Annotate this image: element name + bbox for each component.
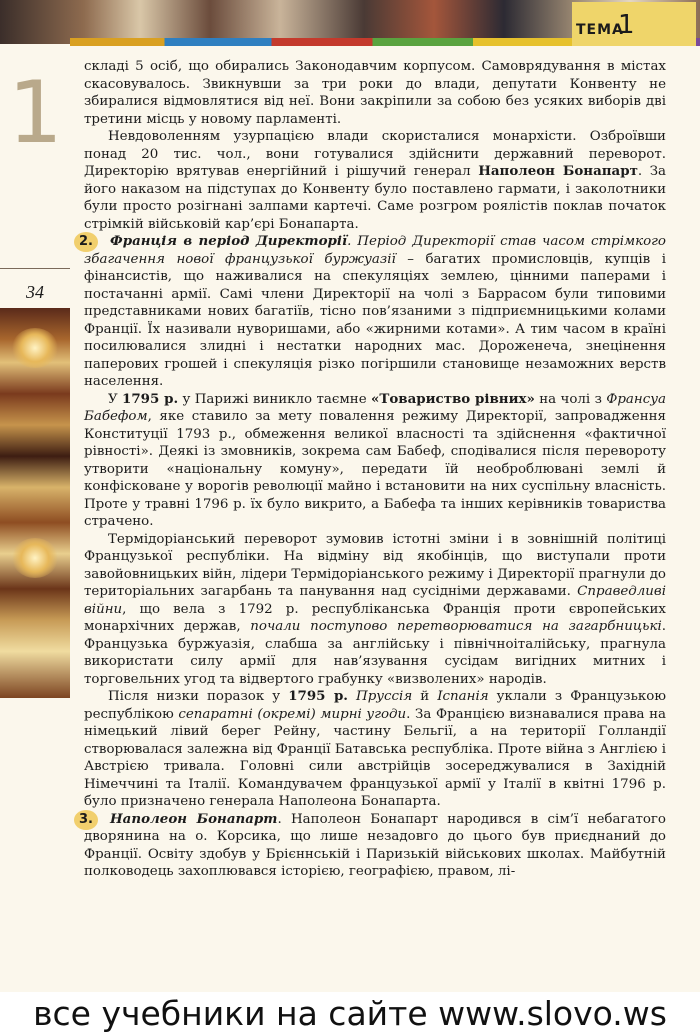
chandelier-shape: [12, 328, 58, 368]
chapter-side-number: 1: [8, 63, 63, 163]
section-2: 2. Франція в період Директорії. Період Директорії став часом стрімкого збагачення нової французької буржуазії – багатих промисловців, купців і фінансистів, що наживалися на спекуляціях землею, цінними паперами і постачанні армії. Самі члени Директорії на чолі з Баррасом були типовими представниками нових багатіїв, тісно пов’язаними з підприємницькими колами Франції. Їх називали нуворишами, або «жирними котами». А тим часом в країні посилювалися злидні і нестатки народних мас. Дороженеча, знецінення паперових грошей і спекуляція різко погіршили становище незаможних верств населення.: [84, 233, 666, 391]
section-3: 3. Наполеон Бонапарт. Наполеон Бонапарт народився в сім’ї небагатого дворянина на о. Корсика, що лише незадовго до цього був приєднаний до Франції. Освіту здобув у Брієннській і Паризькій військових школах. Майбутній полководець захоплювався історією, географією, правом, лі-: [84, 811, 666, 881]
sidebar-illustration: [0, 308, 70, 698]
site-footer-banner: все учебники на сайте www.slovo.ws: [0, 992, 700, 1036]
tema-label: ТЕМА: [576, 22, 624, 38]
chandelier-shape: [12, 538, 58, 578]
page-number: 34: [26, 282, 44, 302]
paragraph: У 1795 р. у Парижі виникло таємне «Товариство рівних» на чолі з Франсуа Бабефом, яке ставило за мету повалення режиму Директорії, запровадження Конституції 1793 р., обмеження великої власності та здійснення «фактичної рівності». Деякі із змовників, зокрема сам Бабеф, сподівалися після перевороту утворити «національну комуну», передати їй необроблювані землі й конфісковане у ворогів революції майно і встановити на них суспільну власність. Проте у травні 1796 р. їх було викрито, а Бабефа та інших керівників товариства страчено.: [84, 390, 666, 529]
section-title: Франція в період Директорії: [110, 233, 348, 249]
section-number-badge: 2.: [74, 232, 98, 252]
tema-number: 1: [618, 10, 635, 40]
paragraph: складі 5 осіб, що обирались Законодавчим корпусом. Самоврядування в містах скасовувалось. Звикнувши за три роки до влади, депутати Конвенту не збиралися відмовлятися від неї. Вони закріпили за собою без усяких виборів дві третини місць у новому парламенті.: [84, 59, 666, 127]
paragraph: Невдоволенням узурпацією влади скористалися монархісти. Озброївши понад 20 тис. чол., вони готувалися здійснити державний переворот. Директорію врятував енергійний і рішучий генерал Наполеон Бонапарт. За його наказом на підступах до Конвенту було поставлено гармати, і заколотники були просто розігнані залпами картечі. Саме розгром роялістів поклав початок стрімкій військовій кар’єрі Бонапарта.: [84, 129, 667, 232]
paragraph: Після низки поразок у 1795 р. Пруссія й Іспанія уклали з Французькою республікою сепаратні (окремі) мирні угоди. За Францією визнавалися права на німецький лівий берег Рейну, частину Бельгії, а на території Голландії створювалася залежна від Франції Батавська республіка. Проте війна з Англією і Австрією тривала. Головні сили австрійців зосереджувалися в Західній Німеччині та Італії. Командувачем французької армії у Італії в квітні 1796 р. було призначено генерала Наполеона Бонапарта.: [84, 688, 667, 809]
margin-divider: [0, 268, 70, 269]
paragraph: Термідоріанський переворот зумовив істотні зміни і в зовнішній політиці Французької республіки. На відміну від якобінців, що виступали проти завойовницьких війн, лідери Термідоріанського режиму і Директорії прагнули до територіальних загарбань та панування над сусідніми державами. Справедливі війни, що вела з 1792 р. республіканська Франція проти європейських монархічних держав, почали поступово перетворюватися на загарбницькі. Французька буржуазія, слабша за англійську і північноіталійську, прагнула використати силу армії для нав’язування сусідам вигідних митних і торговельних угод та відвертого грабунку «визволених» народів.: [84, 531, 666, 687]
page-body-text: [79, 58, 667, 881]
section-title: Наполеон Бонапарт: [110, 810, 278, 827]
section-number-badge: 3.: [74, 810, 98, 830]
